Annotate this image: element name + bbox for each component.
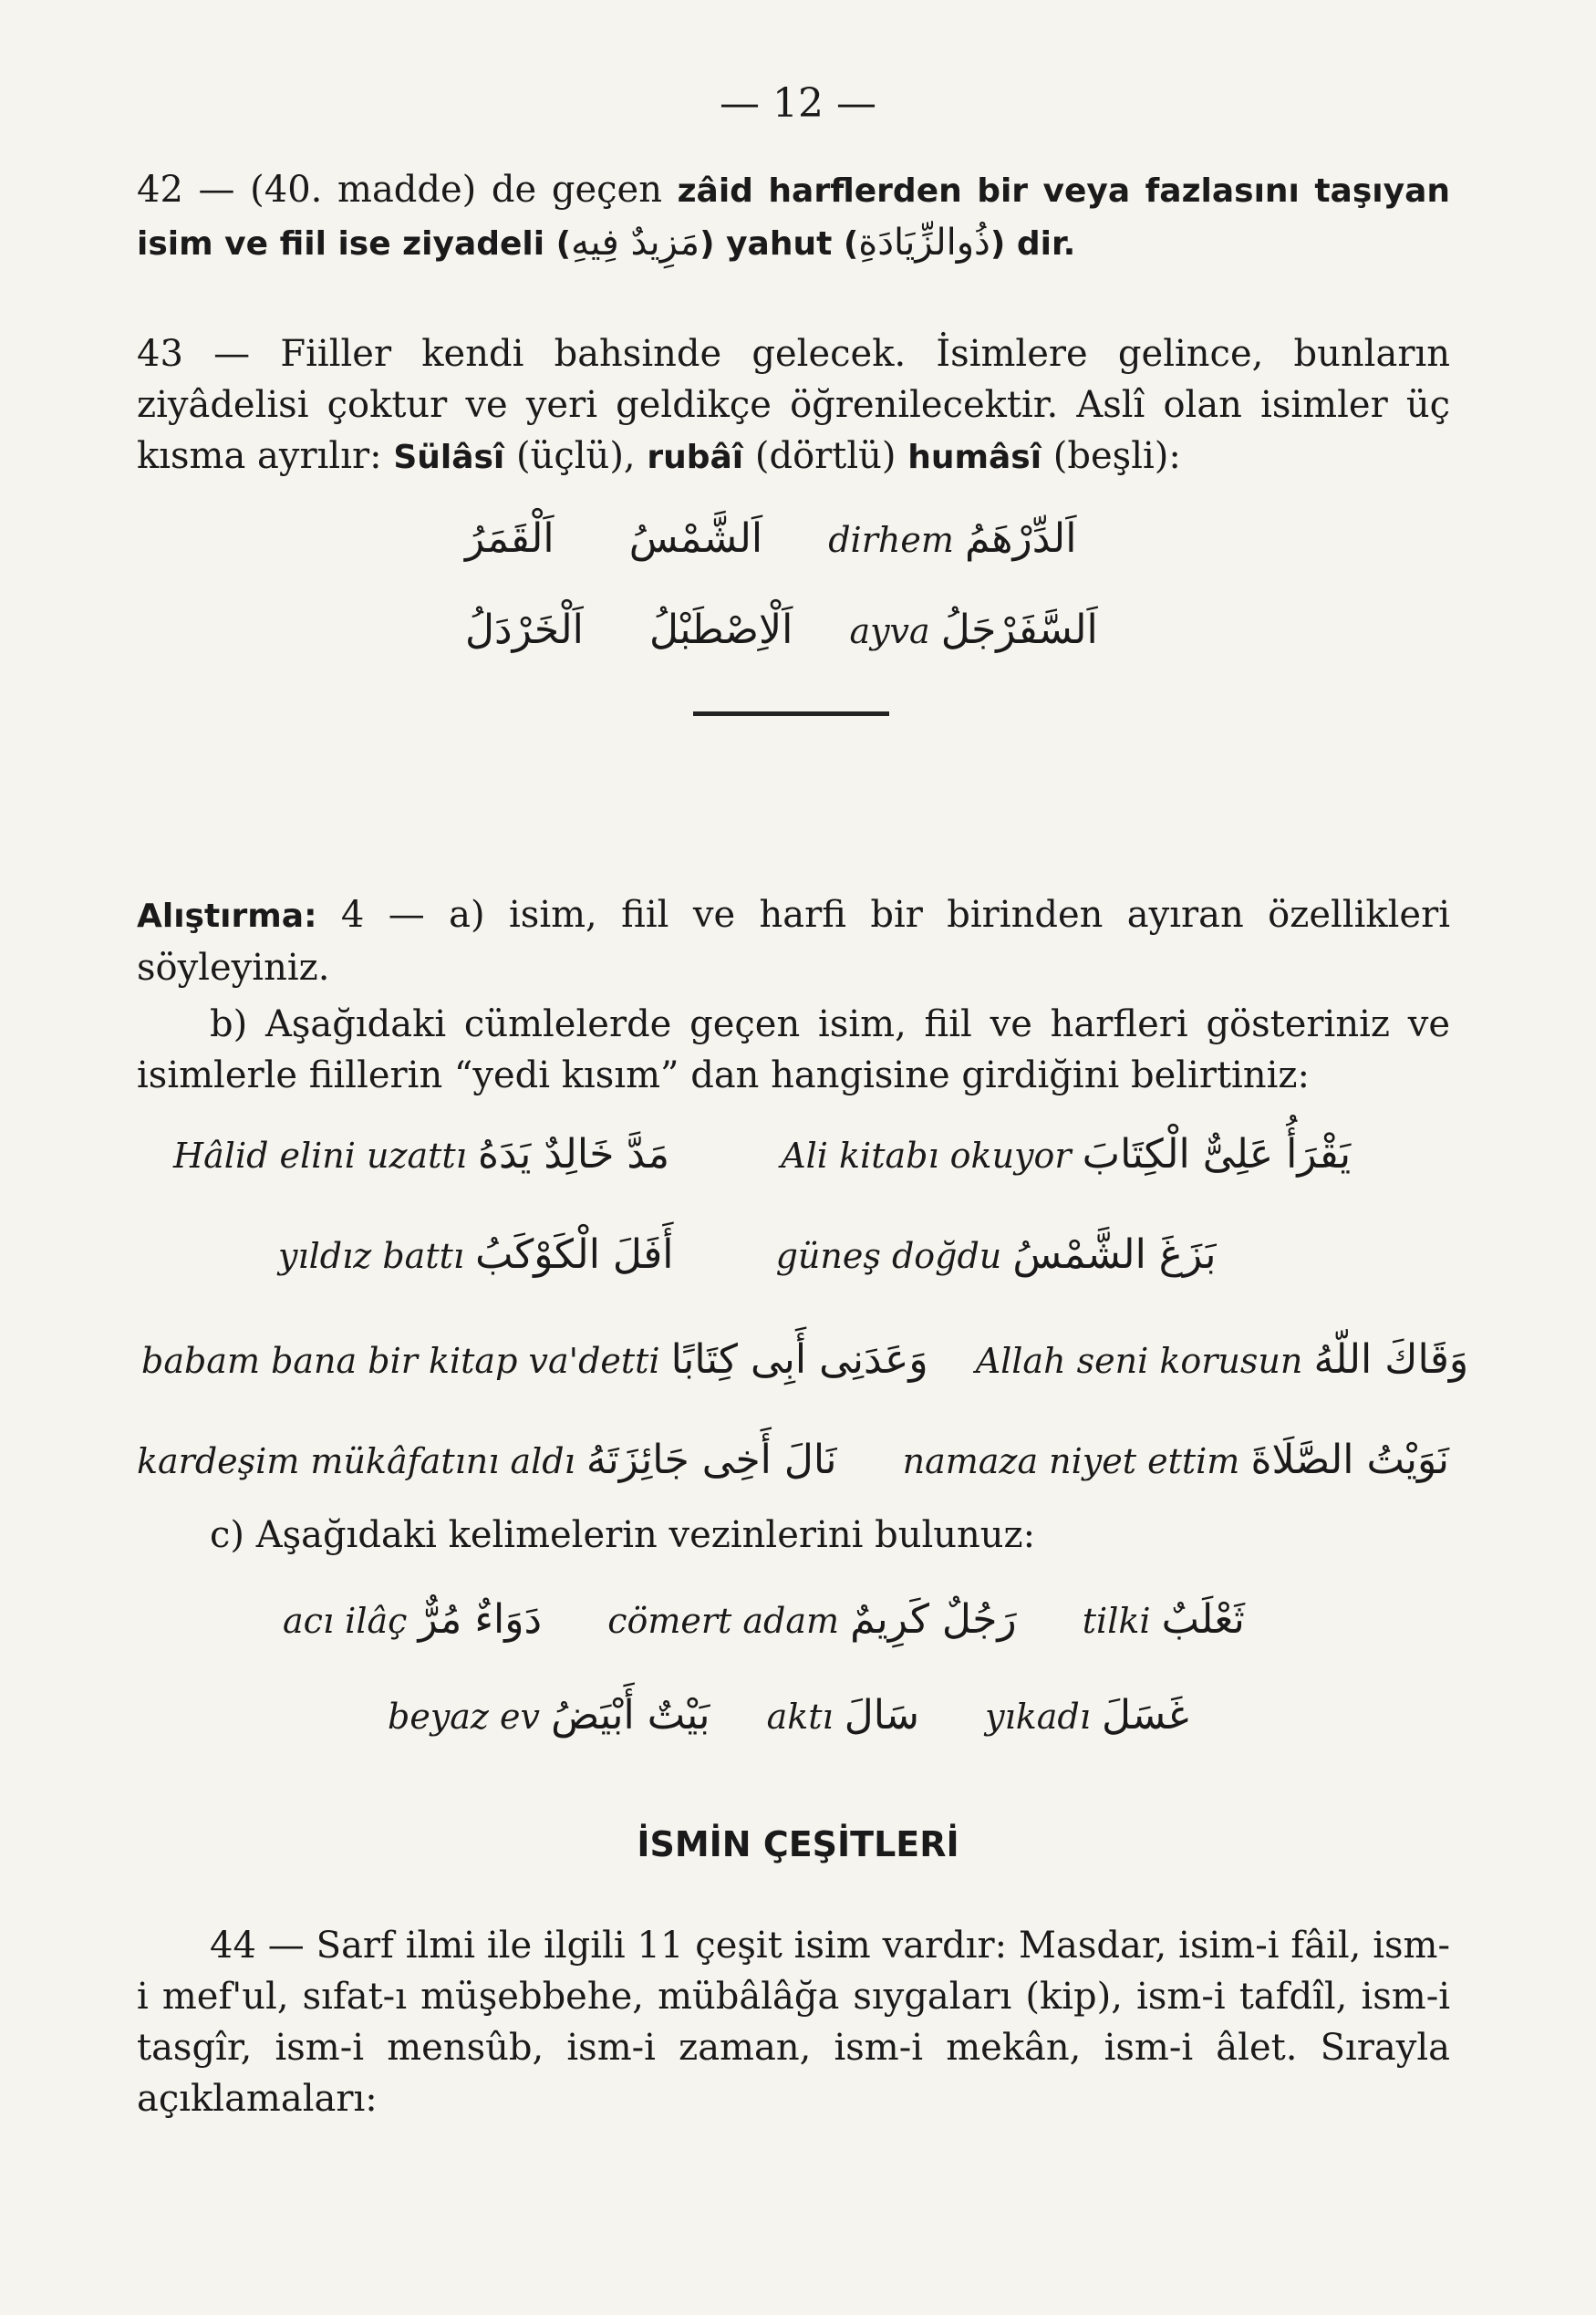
s2-ar2: بَزَغَ الشَّمْسُ: [1012, 1231, 1217, 1278]
p43-rubai: rubâî: [647, 439, 744, 476]
p43-humasi: humâsî: [907, 439, 1042, 476]
p43-t2: (dörtlü): [743, 435, 908, 477]
exercise-c: c) Aşağıdaki kelimelerin vezinlerini bulunuz:: [210, 1514, 1036, 1556]
w1-ar1: دَوَاءٌ مُرٌّ: [418, 1596, 543, 1643]
example-row-1: [465, 515, 1076, 562]
sentence-row-2: [278, 1231, 1217, 1278]
p42-arabic-mazid: مَزِيدٌ فِيهِ: [571, 222, 700, 264]
p42-bold: zâid harflerden bir veya fazlasını taşıyan isim ve fiil ise ziyadeli (: [137, 172, 1451, 263]
s3-tr2: Allah seni korusun: [975, 1341, 1303, 1381]
ex-alqamar: اَلْقَمَرُ: [465, 515, 554, 562]
section-divider: [693, 711, 889, 716]
paragraph-42: [137, 164, 1450, 270]
s3-tr1: babam bana bir kitap va'detti: [141, 1341, 660, 1381]
s1-tr1: Hâlid elini uzattı: [173, 1136, 467, 1176]
w2-ar3: غَسَلَ: [1101, 1692, 1189, 1739]
word-row-1: [283, 1596, 1245, 1643]
p42-arabic-zuz-ziyade: ذُوالزِّيَادَةِ: [858, 222, 990, 264]
exercise-a: [137, 889, 1450, 993]
w1-tr2: cömert adam: [607, 1601, 840, 1641]
w1-ar2: رَجُلٌ كَرِيمٌ: [850, 1596, 1017, 1643]
exercise-b: b) Aşağıdaki cümlelerde geçen isim, fiil ve harfleri gösteriniz ve isimlerle fiillerin “yedi kısım” dan hangisine girdiğini belirtiniz:: [137, 1003, 1450, 1096]
s4-tr1: kardeşim mükâfatını aldı: [137, 1441, 575, 1481]
w2-tr3: yıkadı: [985, 1697, 1091, 1737]
paragraph-44: 44 — Sarf ilmi ile ilgili 11 çeşit isim vardır: Masdar, isim-i fâil, ism-i mef'ul, sıfat-ı müşebbehe, mübâlâğa sıygaları (kip), ism-i tafdîl, ism-i tasgîr, ism-i mensûb, ism-i zaman, ism-i mekân, ism-i âlet. Sırayla açıklamaları:: [137, 1925, 1450, 2120]
s4-ar1: نَالَ أَخِى جَائِزَتَهُ: [586, 1437, 837, 1483]
ex-label-dirhem: dirhem: [828, 520, 954, 560]
section-heading: İSMİN ÇEŞİTLERİ: [637, 1824, 959, 1864]
w2-tr1: beyaz ev: [388, 1697, 540, 1737]
s1-ar2: يَقْرَأُ عَلِىٌّ الْكِتَابَ: [1082, 1131, 1352, 1178]
sentence-row-3: [141, 1336, 1468, 1383]
sentence-row-1: [173, 1131, 1351, 1178]
s1-tr2: Ali kitabı okuyor: [781, 1136, 1072, 1176]
ex-alkhardal: اَلْخَرْدَلُ: [465, 607, 584, 653]
p43-sulasi: Sülâsî: [393, 439, 505, 476]
exercise-label: Alıştırma:: [137, 898, 317, 935]
p42-end: ) dir.: [990, 225, 1076, 263]
example-row-2: [465, 607, 1098, 653]
paragraph-43: [137, 328, 1450, 483]
ex-label-ayva: ayva: [849, 611, 930, 651]
exercise-a-text: 4 — a) isim, fiil ve harfi bir birinden ayıran özellikleri söyleyiniz.: [137, 894, 1450, 989]
ex-alistabl: اَلْاِصْطَبْلُ: [648, 607, 793, 653]
s1-ar1: مَدَّ خَالِدٌ يَدَهُ: [477, 1131, 670, 1178]
p43-text: 43 — Fiiller kendi bahsinde gelecek. İsimlere gelince, bunların ziyâdelisi çoktur ve yeri geldikçe öğrenilecektir. Aslî olan isimler üç kısma ayrılır:: [137, 333, 1450, 477]
w2-ar2: سَالَ: [844, 1692, 920, 1739]
p43-t1: (üçlü),: [504, 435, 648, 477]
p42-yahut: ) yahut (: [700, 225, 859, 263]
p43-t3: (beşli):: [1042, 435, 1181, 477]
w2-ar1: بَيْتٌ أَبْيَضُ: [551, 1692, 710, 1739]
page-number: — 12 —: [720, 80, 876, 127]
s4-ar2: نَوَيْتُ الصَّلَاةَ: [1250, 1437, 1449, 1483]
p42-number: 42 — (40. madde) de geçen: [137, 169, 678, 211]
s3-ar1: وَعَدَنِى أَبِى كِتَابًا: [670, 1336, 928, 1383]
s2-tr1: yıldız battı: [278, 1236, 465, 1276]
w1-ar3: ثَعْلَبٌ: [1161, 1596, 1245, 1643]
s2-ar1: أَفَلَ الْكَوْكَبُ: [475, 1231, 674, 1278]
s2-tr2: güneş doğdu: [775, 1236, 1002, 1276]
sentence-row-4: [137, 1437, 1449, 1483]
ex-assafarjal: اَلسَّفَرْجَلُ: [940, 607, 1098, 653]
w1-tr1: acı ilâç: [283, 1601, 408, 1641]
ex-addirham: اَلدِّرْهَمُ: [964, 515, 1077, 562]
s4-tr2: namaza niyet ettim: [902, 1441, 1240, 1481]
s3-ar2: وَقَاكَ اللّهُ: [1313, 1336, 1469, 1383]
word-row-2: [388, 1692, 1189, 1739]
w1-tr3: tilki: [1082, 1601, 1151, 1641]
ex-ashshams: اَلشَّمْسُ: [628, 515, 763, 562]
w2-tr2: aktı: [766, 1697, 834, 1737]
